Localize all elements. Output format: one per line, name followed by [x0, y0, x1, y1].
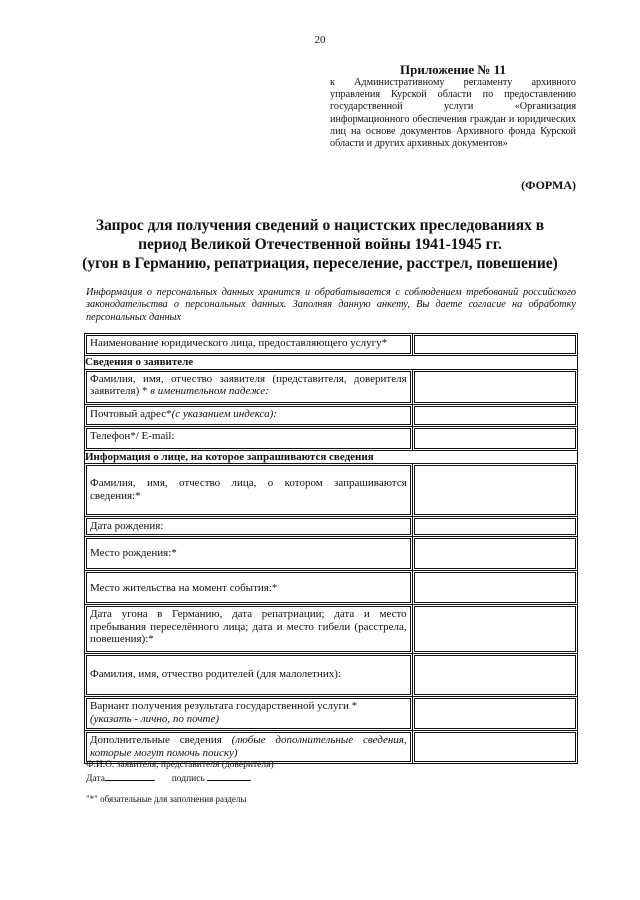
person-fio-field[interactable] [414, 465, 576, 515]
row-applicant-fio [85, 369, 578, 404]
applicant-fio-label [86, 371, 411, 403]
residence-label: Место жительства на момент события:* [86, 572, 411, 603]
birth-place-field[interactable] [414, 538, 576, 569]
request-form-table [84, 333, 578, 764]
appendix-title: Приложение № 11 [400, 62, 506, 77]
residence-field[interactable] [414, 572, 576, 603]
appendix-text: к Административному регламенту архивного управления Курской области по предоставлению государственной услуги «Организация информационного обеспечения граждан и юридических лиц на основе документов Архивного фонда Курской области и других архивных документов» [330, 77, 576, 150]
applicant-fio-note: в именительном падеже: [150, 385, 269, 397]
row-person-fio [85, 464, 578, 517]
title-line-2: период Великой Отечественной войны 1941-1945 гг. [138, 236, 502, 253]
deportation-label: Дата угона в Германию, дата репатриации; дата и место пребывания переселённого лица; дата и место гибели (расстрела, повешения):* [86, 606, 411, 652]
date-label: Дата [86, 774, 105, 784]
row-phone [85, 426, 578, 450]
result-text: Вариант получения результата государственной услуги * [90, 700, 358, 712]
birth-place-label: Место рождения:* [86, 538, 411, 569]
extra-field[interactable] [414, 732, 576, 762]
row-birth-date [85, 517, 578, 537]
deportation-field[interactable] [414, 606, 576, 652]
personal-data-notice: Информация о персональных данных хранится и обрабатывается с соблюдением требований российского законодательства о персональных данных. Заполняя данную анкету, Вы даете согласие на обработку персональных данных [86, 287, 576, 323]
page-number: 20 [314, 34, 326, 46]
applicant-fio-field[interactable] [414, 371, 576, 403]
footnote: "*" обязательные для заполнения разделы [86, 794, 247, 804]
signature-fio-label: Ф.И.О. заявителя, представителя (доверителя) [86, 760, 274, 770]
person-section-header: Информация о лице, на которое запрашиваются сведения [85, 450, 578, 464]
result-field[interactable] [414, 698, 576, 729]
extra-text: Дополнительные сведения [90, 734, 232, 746]
result-note: (указать - лично, по почте) [90, 712, 220, 725]
postal-note: (с указанием индекса): [171, 407, 277, 420]
row-org-name [85, 334, 578, 356]
parents-field[interactable] [414, 655, 576, 695]
row-birth-place [85, 537, 578, 571]
phone-label: Телефон*/ E-mail: [86, 428, 411, 449]
form-label: (ФОРМА) [521, 178, 576, 192]
birth-date-label: Дата рождения: [86, 518, 411, 535]
phone-field[interactable] [414, 428, 576, 449]
date-field[interactable] [105, 771, 155, 781]
postal-text: Почтовый адрес* [90, 407, 172, 420]
row-deportation [85, 605, 578, 654]
result-label [86, 698, 411, 729]
row-postal [85, 404, 578, 426]
row-result [85, 697, 578, 731]
row-parents [85, 654, 578, 697]
row-residence [85, 571, 578, 605]
sign-field[interactable] [207, 771, 251, 781]
extra-note: (любые дополнительные сведения, которые могут помочь поиску) [90, 734, 407, 759]
birth-date-field[interactable] [414, 518, 576, 535]
applicant-section-header: Сведения о заявителе [85, 356, 578, 370]
document-title [70, 216, 570, 273]
signature-line [86, 771, 251, 785]
postal-label [86, 406, 411, 425]
row-person-section [85, 450, 578, 464]
postal-field[interactable] [414, 406, 576, 425]
title-line-3: (угон в Германию, репатриация, переселение, расстрел, повешение) [82, 255, 558, 272]
org-name-field[interactable] [414, 335, 576, 354]
applicant-fio-text: Фамилия, имя, отчество заявителя (представителя, доверителя заявителя) * [90, 372, 407, 397]
row-applicant-section [85, 356, 578, 370]
title-line-1: Запрос для получения сведений о нацистских преследованиях в [95, 217, 545, 234]
parents-label: Фамилия, имя, отчество родителей (для малолетних): [86, 655, 411, 695]
extra-label [86, 732, 411, 762]
org-name-label: Наименование юридического лица, предоставляющего услугу* [86, 335, 411, 354]
sign-label: подпись [171, 774, 205, 784]
person-fio-label: Фамилия, имя, отчество лица, о котором запрашиваются сведения:* [86, 465, 411, 515]
